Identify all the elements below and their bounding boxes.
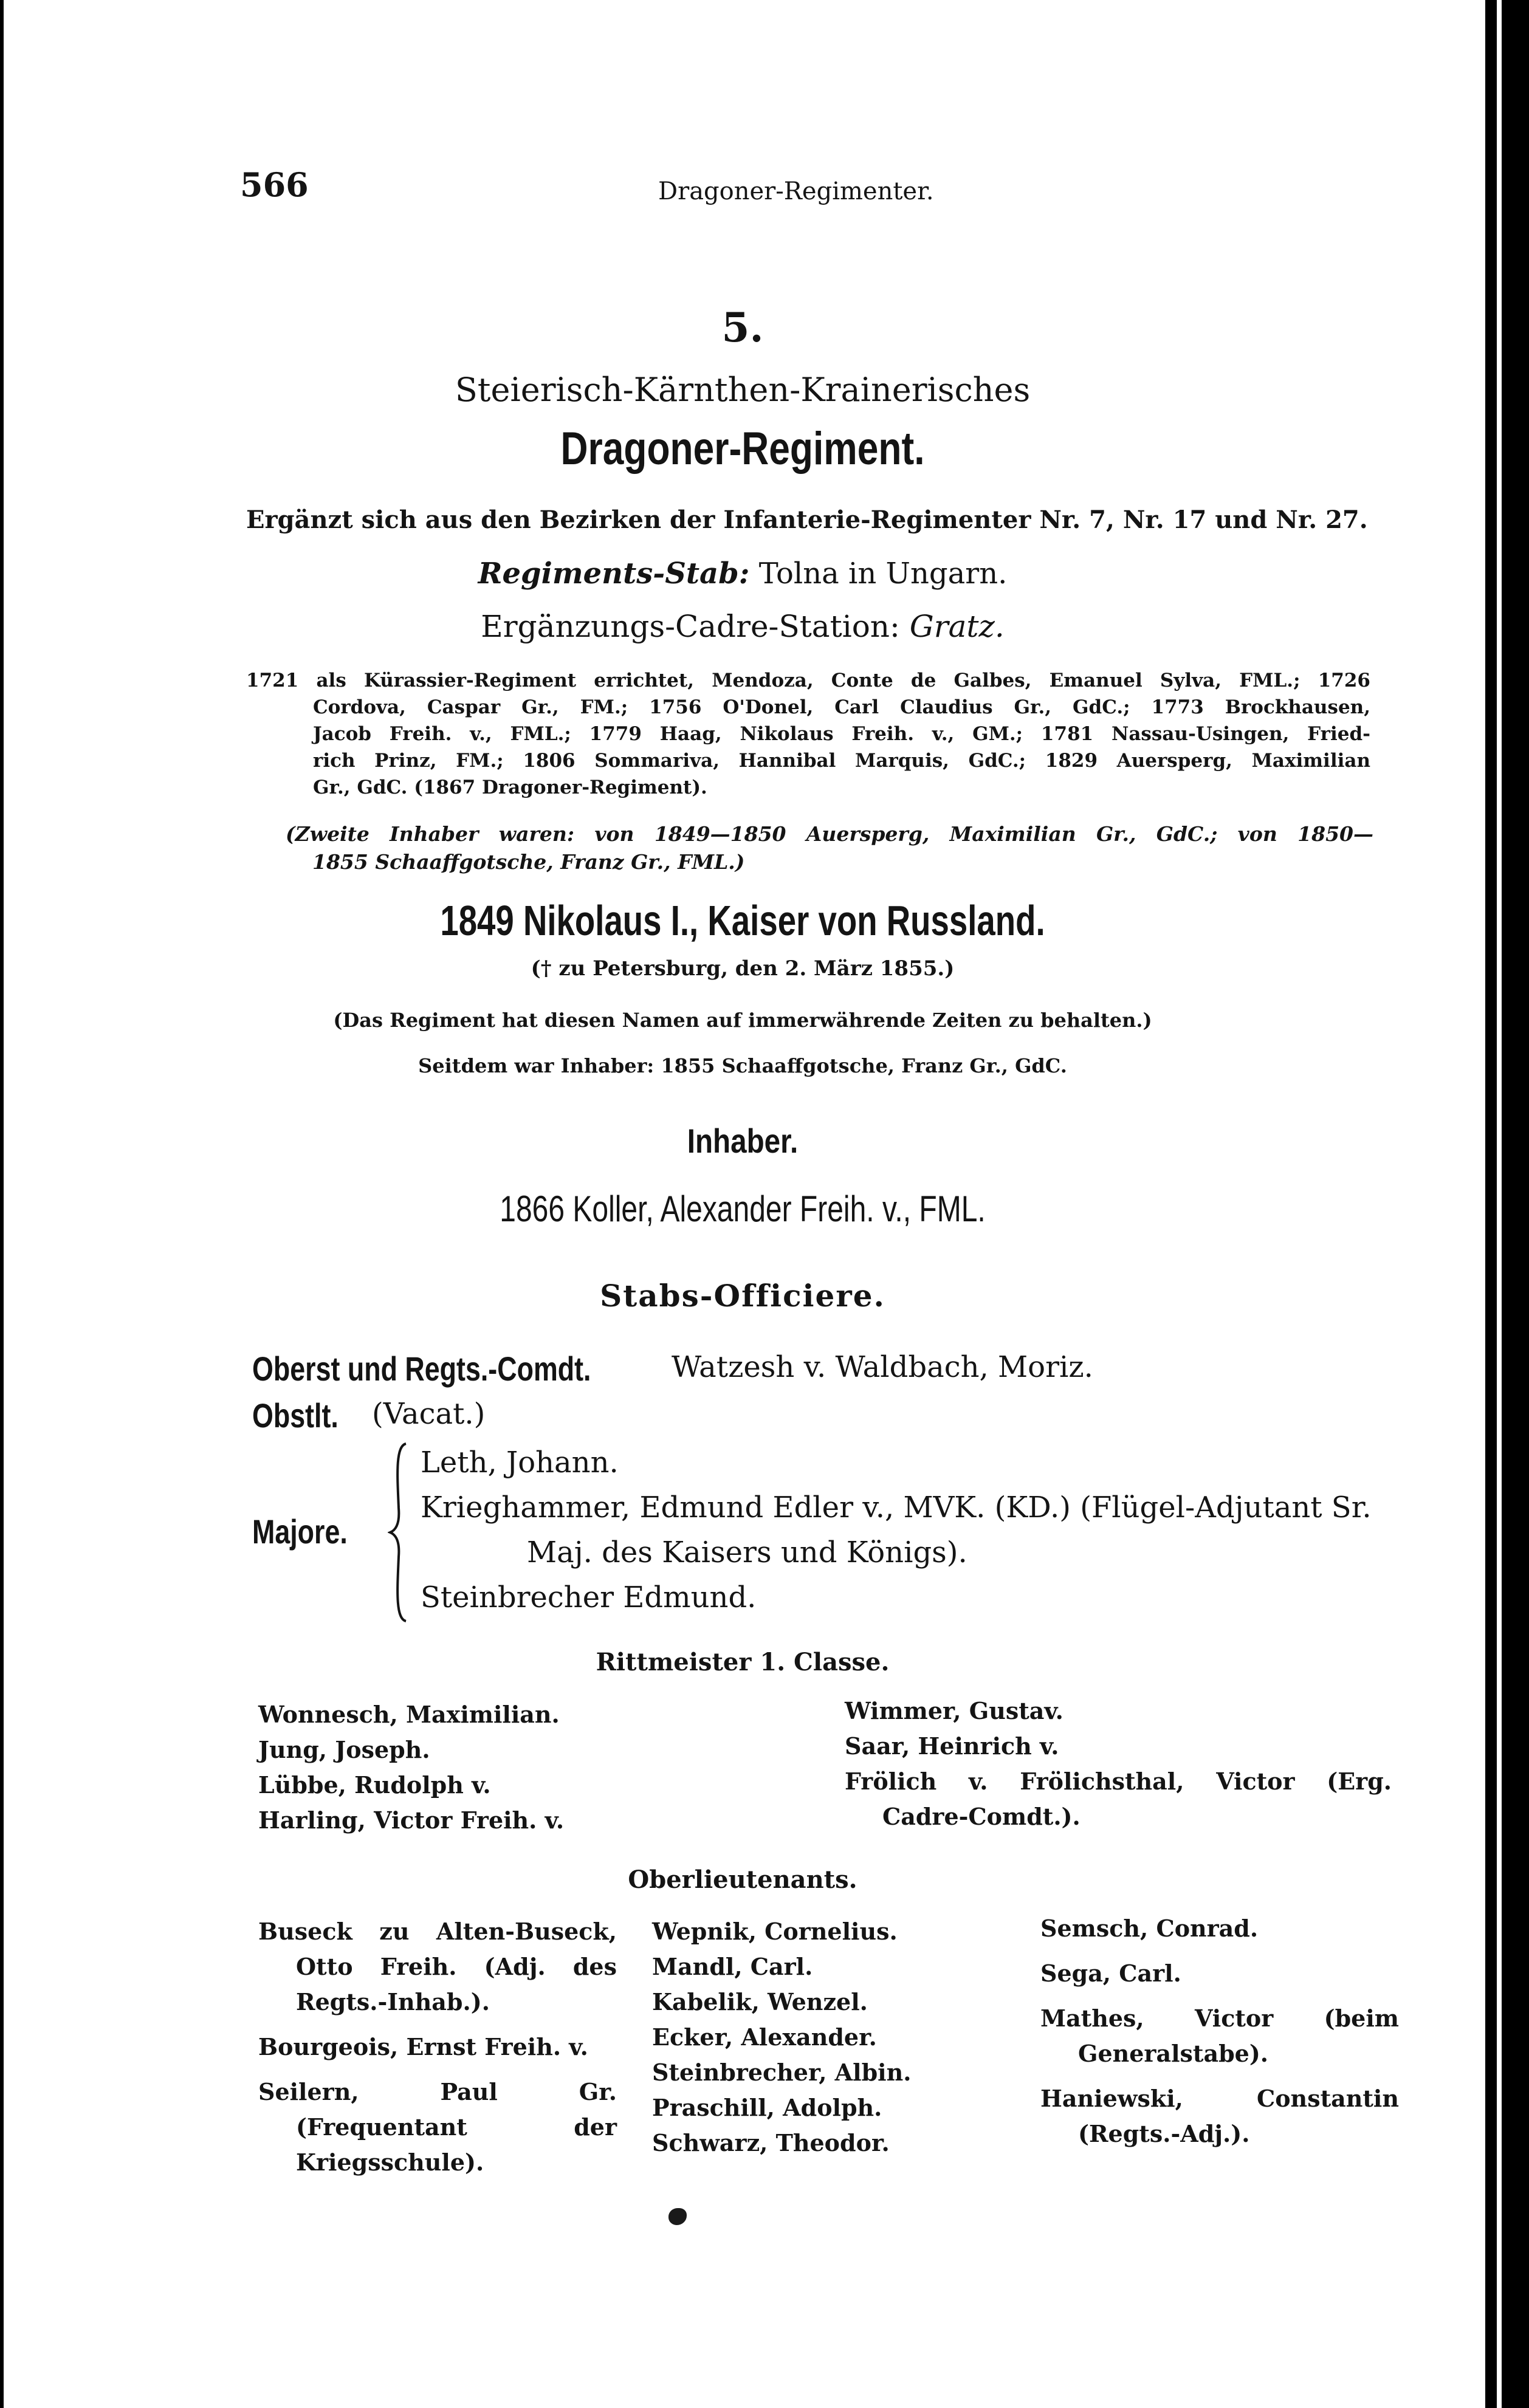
staff-value: Tolna in Ungarn. xyxy=(758,557,1008,591)
oberlieutenant-item: Buseck zu Alten-Buseck, Otto Freih. (Adj. des Regts.-Inhab.). xyxy=(258,1918,617,2015)
oberlieutenant-item: Semsch, Conrad. xyxy=(1040,1915,1259,1942)
oberlieutenant-item: Ecker, Alexander. xyxy=(652,2023,877,2051)
namesake-since: Seitdem war Inhaber: 1855 Schaaffgotsche, Franz Gr., GdC. xyxy=(418,1054,1067,1077)
major-item: Krieghammer, Edmund Edler v., MVK. (KD.) (Flügel-Adjutant Sr. xyxy=(421,1490,1372,1525)
regiment-title: Dragoner-Regiment. xyxy=(560,423,925,475)
oberst-label: Oberst und Regts.-Comdt. xyxy=(252,1350,591,1388)
cadre-value: Gratz. xyxy=(909,609,1005,644)
majore-label: Majore. xyxy=(252,1512,348,1551)
regiment-staff-line xyxy=(0,557,1485,591)
oberlieutenant-item: Mandl, Carl. xyxy=(652,1953,813,1980)
oberlieutenant-item: Mathes, Victor (beim Generalstabe). xyxy=(1040,2005,1399,2067)
rittmeister-item: Saar, Heinrich v. xyxy=(845,1732,1059,1760)
page-number: 566 xyxy=(240,165,309,204)
major-item: Leth, Johann. xyxy=(421,1446,619,1480)
second-owners-note xyxy=(286,820,1373,876)
regiment-number: 5. xyxy=(721,304,764,351)
cadre-label: Ergänzungs-Cadre-Station: xyxy=(481,609,900,644)
rittmeister-left-column xyxy=(258,1697,564,1838)
oberlieutenant-item: Wepnik, Cornelius. xyxy=(652,1918,898,1945)
rittmeister-item: Frölich v. Frölichsthal, Victor (Erg. xyxy=(845,1768,1392,1795)
ink-mark-icon xyxy=(668,2208,687,2225)
oberlieutenants-col1 xyxy=(258,1914,617,2190)
oberlieutenant-item: Seilern, Paul Gr. (Frequentant der Kriegsschule). xyxy=(258,2078,617,2176)
staff-label: Regiments-Stab: xyxy=(478,557,750,591)
oberlieutenant-item: Schwarz, Theodor. xyxy=(652,2129,890,2156)
oberlieutenants-heading: Oberlieutenants. xyxy=(628,1865,857,1894)
rittmeister-item: Harling, Victor Freih. v. xyxy=(258,1806,565,1834)
rittmeister-item-continuation: Cadre-Comdt.). xyxy=(882,1803,1081,1830)
history-line: Jacob Freih. v., FML.; 1779 Haag, Nikolaus Freih. v., GM.; 1781 Nassau-Usingen, Fried- xyxy=(313,723,1370,745)
recruitment-line: Ergänzt sich aus den Bezirken der Infanterie-Regimenter Nr. 7, Nr. 17 und Nr. 27. xyxy=(246,506,1368,534)
staff-officers-heading: Stabs-Officiere. xyxy=(600,1278,885,1314)
namesake-title: 1849 Nikolaus I., Kaiser von Russland. xyxy=(440,897,1045,944)
second-owners-line: (Zweite Inhaber waren: von 1849—1850 Auersperg, Maximilian Gr., GdC.; von 1850— xyxy=(286,822,1373,846)
scan-right-border xyxy=(1485,0,1529,2408)
rittmeister-item: Lübbe, Rudolph v. xyxy=(258,1771,491,1799)
owner-heading: Inhaber. xyxy=(687,1122,799,1160)
history-line: Cordova, Caspar Gr., FM.; 1756 O'Donel, Carl Claudius Gr., GdC.; 1773 Brockhausen, xyxy=(313,696,1370,718)
scan-left-edge xyxy=(0,0,4,2408)
majore-list xyxy=(421,1440,1372,1620)
history-line: Gr., GdC. (1867 Dragoner-Regiment). xyxy=(313,777,707,798)
obstlt-label: Obstlt. xyxy=(252,1396,338,1435)
oberlieutenant-item: Haniewski, Constantin (Regts.-Adj.). xyxy=(1040,2085,1399,2147)
scan-border-line xyxy=(1497,0,1502,2408)
cadre-station-line xyxy=(0,609,1485,644)
history-paragraph xyxy=(246,667,1370,801)
running-title: Dragoner-Regimenter. xyxy=(658,177,934,205)
major-item: Steinbrecher Edmund. xyxy=(421,1580,757,1614)
obstlt-name: (Vacat.) xyxy=(372,1397,486,1431)
rittmeister-item: Jung, Joseph. xyxy=(258,1736,430,1763)
oberst-name: Watzesh v. Waldbach, Moriz. xyxy=(672,1350,1093,1384)
oberlieutenant-item: Praschill, Adolph. xyxy=(652,2094,882,2121)
oberlieutenant-item: Steinbrecher, Albin. xyxy=(652,2059,912,2086)
oberlieutenant-item: Bourgeois, Ernst Freih. v. xyxy=(258,2033,588,2060)
rittmeister-item: Wimmer, Gustav. xyxy=(845,1697,1063,1724)
oberlieutenant-item: Sega, Carl. xyxy=(1040,1960,1181,1987)
majore-brace-icon xyxy=(388,1441,410,1624)
history-line: 1721 als Kürassier-Regiment errichtet, Mendoza, Conte de Galbes, Emanuel Sylva, FML.; 1726 xyxy=(246,670,1370,691)
oberlieutenants-col2 xyxy=(652,1914,911,2161)
regiment-subtitle: Steierisch-Kärnthen-Krainerisches xyxy=(455,371,1031,409)
namesake-note: (Das Regiment hat diesen Namen auf immerwährende Zeiten zu behalten.) xyxy=(333,1009,1152,1032)
oberlieutenants-col3 xyxy=(1040,1911,1399,2161)
history-line: rich Prinz, FM.; 1806 Sommariva, Hannibal Marquis, GdC.; 1829 Auersperg, Maximilian xyxy=(313,750,1370,772)
owner-name: 1866 Koller, Alexander Freih. v., FML. xyxy=(500,1189,986,1229)
oberlieutenant-item: Kabelik, Wenzel. xyxy=(652,1988,868,2015)
rittmeister-heading: Rittmeister 1. Classe. xyxy=(596,1648,890,1676)
second-owners-line: 1855 Schaaffgotsche, Franz Gr., FML.) xyxy=(312,850,745,874)
rittmeister-item: Wonnesch, Maximilian. xyxy=(258,1701,560,1728)
namesake-death: († zu Petersburg, den 2. März 1855.) xyxy=(531,956,955,981)
major-item-continuation: Maj. des Kaisers und Königs). xyxy=(527,1535,967,1569)
rittmeister-right-column xyxy=(845,1693,1392,1834)
